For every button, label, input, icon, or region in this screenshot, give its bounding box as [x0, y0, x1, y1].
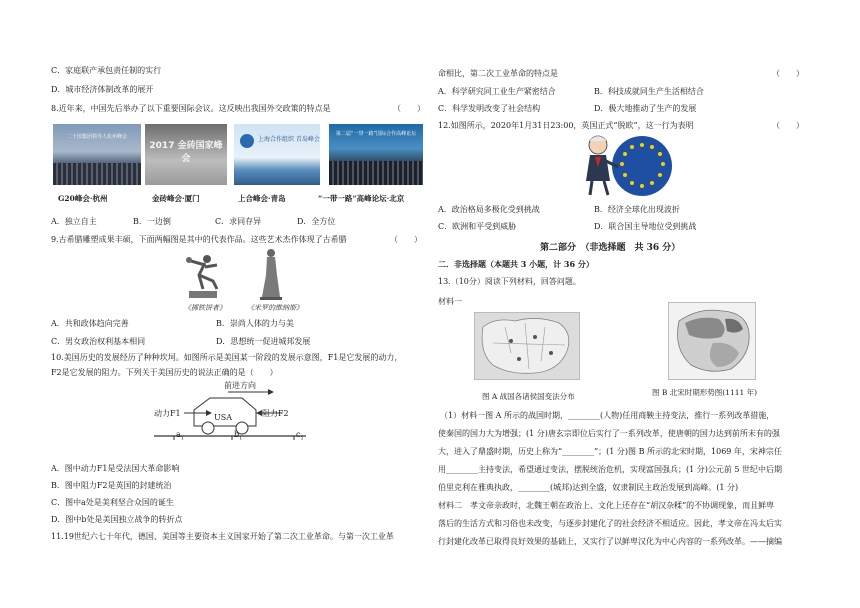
q11-option-d: D．极大地推动了生产的发展 — [594, 104, 697, 113]
q13-line-1: （1）材料一图 A 所示的战国时期，________(人物)任用商鞅主持变法，推行一系列改革措施， — [440, 411, 775, 420]
q9-option-d: D．思想统一促进城邦发展 — [216, 337, 311, 346]
q13-stem: 13.（10分）阅读下列材料，回答问题。 — [438, 277, 581, 286]
us-development-diagram — [150, 380, 310, 446]
q9-option-a: A．共和政体趋向完善 — [51, 319, 129, 328]
sco-logo-icon — [240, 134, 254, 148]
q13-line-5: 伯里克利在雅典执政，________(城邦)达到全盛，奴隶制民主政治发展到高峰。(1 分) — [438, 483, 739, 492]
q13-line-4: 用________主持变法，希望通过变法，摆脱统治危机，实现富国强兵；(1 分)公元前 5 世纪中后期 — [438, 465, 783, 474]
q13-line-2: 使秦国的国力大为增强；(1 分)唐玄宗即位后实行了一系列改革，使唐朝的国力达到前所未有的强 — [438, 429, 780, 438]
q8-option-c: C．求同存异 — [215, 217, 262, 226]
map-a-caption: 图 A 战国各诸侯国变法分布 — [482, 392, 575, 401]
sco-summit-photo — [234, 124, 320, 185]
q10-option-c: C．图中a处是美利坚合众国的诞生 — [51, 498, 174, 507]
material2-line-1: 材料二 孝文帝亲政时，北魏王朝在政治上、文化上还存在“胡汉杂糅”的不协调现象，而且鲜卑 — [438, 501, 775, 510]
q8-option-b: B．一边倒 — [133, 217, 171, 226]
point-c-label: $c_1$ — [296, 430, 304, 442]
g20-photo-banner: 二十国集团领导人杭州峰会 — [66, 134, 127, 140]
q11-option-a: A．科学研究同工业生产紧密结合 — [438, 87, 556, 96]
q11-option-c: C．科学发明改变了社会结构 — [438, 104, 541, 113]
q10-option-a: A．图中动力F1是受法国大革命影响 — [51, 464, 180, 473]
section2-heading: 二．非选择题（本题共 3 小题，计 36 分） — [438, 259, 594, 269]
q8-stem: 8.近年来，中国先后举办了以下重要国际会议。这反映出我国外交政策的特点是 — [51, 104, 331, 113]
q8-bracket: （ ） — [393, 104, 425, 113]
brics-summit-photo — [145, 124, 227, 185]
venus-de-milo-statue-icon — [258, 247, 284, 301]
g20-caption: G20峰会·杭州 — [58, 194, 108, 203]
q12-option-b: B．经济全球化出现波折 — [594, 205, 680, 214]
q9-option-c: C．男女政治权利基本相同 — [51, 337, 146, 346]
warring-states-map — [474, 312, 580, 380]
q11-stem: 11.19世纪六七十年代，德国、美国等主要资本主义国家开始了第二次工业革命。与第一次工业革 — [51, 532, 394, 541]
discobolus-statue-icon — [183, 251, 223, 299]
q11-stem-cont: 命相比，第二次工业革命的特点是 — [438, 69, 558, 78]
q11-option-b: B．科技成就同生产生活相结合 — [594, 87, 704, 96]
q12-stem: 12.如图所示，2020年1月31日23:00，英国正式“脱欧”，这一行为表明 — [438, 121, 694, 130]
sco-photo-text: 上海合作组织 青岛峰会 — [258, 136, 320, 143]
q13-line-3: 大，进入了鼎盛时期，历史上称为“________”；(1 分)图 B 所示的北宋时期，1069 年，宋神宗任 — [438, 447, 782, 456]
venus-caption: 《米罗的维纳斯》 — [247, 304, 303, 312]
material2-line-2: 落后的生活方式和习俗也未改变，与逐步封建化了的社会经济不相适应。因此，孝文帝在冯太后实 — [438, 519, 782, 528]
part2-title: 第二部分 （非选择题 共 36 分） — [540, 243, 681, 253]
material2-line-3: 行封建化改革已取得良好效果的基础上，又实行了以鲜卑汉化为中心内容的一系列改革。——摘编 — [438, 537, 782, 546]
q9-stem: 9.古希腊雕塑成果丰硕，下面两幅图是其中的代表作品。这些艺术杰作体现了古希腊 — [51, 235, 347, 244]
q8-option-a: A．独立自主 — [51, 217, 97, 226]
direction-label: 前进方向 — [224, 381, 256, 390]
g20-summit-photo — [53, 124, 141, 185]
material1-label: 材料一 — [438, 297, 462, 306]
northern-song-map — [668, 302, 756, 380]
force-f1-label: 动力F1 — [154, 409, 181, 418]
q10-option-d: D．图中b处是美国独立战争的转折点 — [51, 515, 183, 524]
q11-bracket: （ ） — [772, 69, 804, 78]
usa-label: USA — [214, 413, 232, 422]
brexit-cartoon — [574, 133, 676, 199]
q8-option-d: D．全方位 — [297, 217, 336, 226]
belt-road-forum-photo — [329, 124, 423, 185]
q12-bracket: （ ） — [772, 121, 804, 130]
brics-photo-text: 2017 金砖国家峰会 — [149, 141, 223, 164]
q7-option-d: D．城市经济体制改革的展开 — [51, 85, 154, 94]
q10-stem-line2: F2是它发展的阻力。下列关于美国历史的说法正确的是（ ） — [51, 368, 278, 377]
q12-option-a: A．政治格局多极化受到挑战 — [438, 205, 540, 214]
brics-caption: 金砖峰会·厦门 — [152, 194, 200, 203]
q10-option-b: B．图中阻力F2是英国的封建统治 — [51, 481, 172, 490]
q10-stem-line1: 10.美国历史的发展经历了种种坎坷。如图所示是美国某一阶段的发展示意图，F1是它发展的动力， — [51, 353, 403, 362]
q12-option-c: C．欧洲和平受到威胁 — [438, 222, 517, 231]
belt-road-caption: “一带一路”高峰论坛·北京 — [318, 194, 405, 203]
q9-bracket: （ ） — [390, 235, 422, 244]
sco-caption: 上合峰会·青岛 — [238, 194, 286, 203]
q12-option-d: D．联合国主导地位受到挑战 — [594, 222, 697, 231]
point-b-label: $b_1$ — [234, 430, 243, 442]
discobolus-caption: 《掷铁饼者》 — [184, 304, 226, 312]
map-b-caption: 图 B 北宋时期形势图(1111 年) — [652, 388, 758, 397]
belt-road-photo-banner: 第二届“一带一路”国际合作高峰论坛 — [335, 131, 417, 137]
q9-option-b: B．崇尚人体的力与美 — [216, 319, 294, 328]
q7-option-c: C．家庭联产承包责任制的实行 — [51, 66, 162, 75]
force-f2-label: 阻力F2 — [262, 409, 289, 418]
point-a-label: $a_1$ — [176, 430, 184, 442]
